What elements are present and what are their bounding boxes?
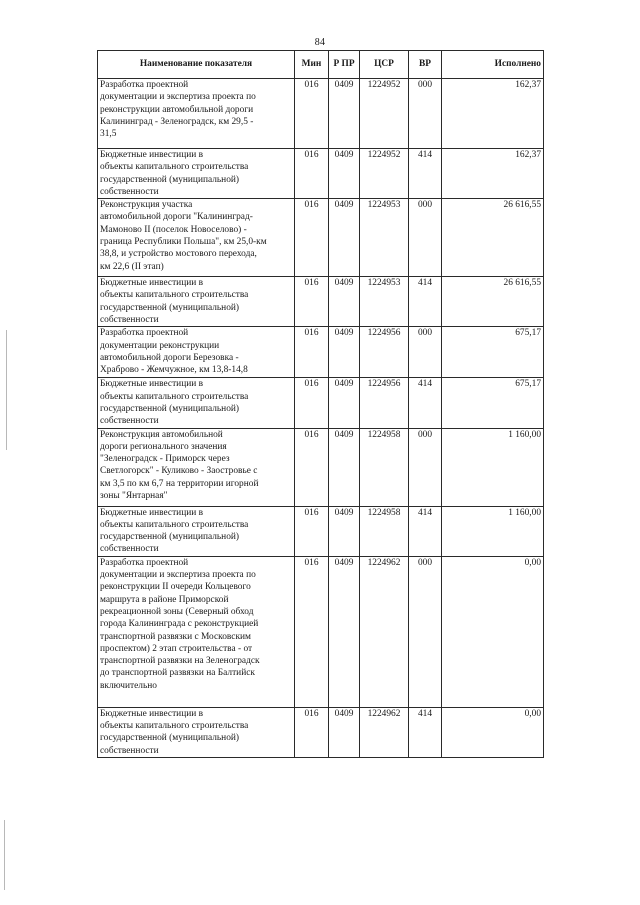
target-article-cell: 1224962 <box>360 707 409 757</box>
ministry-code-cell: 016 <box>295 199 329 277</box>
scan-edge-mark <box>6 330 7 450</box>
indicator-name-cell: Бюджетные инвестиции в объекты капитального строительства государственной (муниципальной) собственности <box>98 378 295 428</box>
header-section: Р ПР <box>329 51 360 79</box>
executed-amount-cell: 162,37 <box>442 79 544 149</box>
indicator-name-cell: Реконструкция участка автомобильной дороги "Калининград- Мамоново II (поселок Новоселово) - граница Республики Польша", км 25,0-км 38,8, и устройство мостового перехода, км 22,6 (II этап) <box>98 199 295 277</box>
header-ministry: Мин <box>295 51 329 79</box>
expense-type-cell: 414 <box>409 707 442 757</box>
table-row <box>98 428 544 506</box>
section-code-cell: 0409 <box>329 707 360 757</box>
section-code-cell: 0409 <box>329 79 360 149</box>
expense-type-cell: 000 <box>409 199 442 277</box>
indicator-name-cell: Бюджетные инвестиции в объекты капитального строительства государственной (муниципальной) собственности <box>98 277 295 327</box>
expense-type-cell: 414 <box>409 149 442 199</box>
executed-amount-cell: 1 160,00 <box>442 506 544 556</box>
section-code-cell: 0409 <box>329 149 360 199</box>
target-article-cell: 1224958 <box>360 506 409 556</box>
table-row <box>98 149 544 199</box>
table-row <box>98 378 544 428</box>
executed-amount-cell: 0,00 <box>442 556 544 707</box>
header-target-article: ЦСР <box>360 51 409 79</box>
header-expense-type: ВР <box>409 51 442 79</box>
ministry-code-cell: 016 <box>295 707 329 757</box>
table-row <box>98 506 544 556</box>
section-code-cell: 0409 <box>329 428 360 506</box>
ministry-code-cell: 016 <box>295 277 329 327</box>
scan-edge-mark <box>4 820 5 890</box>
ministry-code-cell: 016 <box>295 428 329 506</box>
ministry-code-cell: 016 <box>295 378 329 428</box>
table-row <box>98 79 544 149</box>
expense-type-cell: 000 <box>409 556 442 707</box>
expense-type-cell: 000 <box>409 79 442 149</box>
ministry-code-cell: 016 <box>295 79 329 149</box>
table-row <box>98 707 544 757</box>
executed-amount-cell: 26 616,55 <box>442 199 544 277</box>
expense-type-cell: 000 <box>409 428 442 506</box>
ministry-code-cell: 016 <box>295 506 329 556</box>
indicator-name-cell: Бюджетные инвестиции в объекты капитального строительства государственной (муниципальной) собственности <box>98 149 295 199</box>
target-article-cell: 1224952 <box>360 149 409 199</box>
target-article-cell: 1224952 <box>360 79 409 149</box>
executed-amount-cell: 675,17 <box>442 378 544 428</box>
executed-amount-cell: 675,17 <box>442 327 544 378</box>
table-row <box>98 277 544 327</box>
section-code-cell: 0409 <box>329 199 360 277</box>
execution-table <box>97 50 544 758</box>
header-indicator-name: Наименование показателя <box>98 51 295 79</box>
executed-amount-cell: 0,00 <box>442 707 544 757</box>
target-article-cell: 1224953 <box>360 199 409 277</box>
table-row <box>98 199 544 277</box>
section-code-cell: 0409 <box>329 378 360 428</box>
expense-type-cell: 414 <box>409 277 442 327</box>
target-article-cell: 1224956 <box>360 378 409 428</box>
header-executed: Исполнено <box>442 51 544 79</box>
indicator-name-cell: Бюджетные инвестиции в объекты капитального строительства государственной (муниципальной) собственности <box>98 506 295 556</box>
section-code-cell: 0409 <box>329 506 360 556</box>
target-article-cell: 1224962 <box>360 556 409 707</box>
expense-type-cell: 414 <box>409 506 442 556</box>
section-code-cell: 0409 <box>329 556 360 707</box>
target-article-cell: 1224956 <box>360 327 409 378</box>
expense-type-cell: 414 <box>409 378 442 428</box>
table-row <box>98 327 544 378</box>
indicator-name-cell: Разработка проектной документации реконструкции автомобильной дороги Березовка - Храброво - Жемчужное, км 13,8-14,8 <box>98 327 295 378</box>
ministry-code-cell: 016 <box>295 327 329 378</box>
expense-type-cell: 000 <box>409 327 442 378</box>
table-header-row <box>98 51 544 79</box>
target-article-cell: 1224958 <box>360 428 409 506</box>
executed-amount-cell: 162,37 <box>442 149 544 199</box>
section-code-cell: 0409 <box>329 277 360 327</box>
executed-amount-cell: 26 616,55 <box>442 277 544 327</box>
indicator-name-cell: Реконструкция автомобильной дороги регионального значения "Зеленоградск - Приморск через Светлогорск" - Куликово - Заостровье с км 3,5 по км 6,7 на территории игорной зоны "Янтарная" <box>98 428 295 506</box>
ministry-code-cell: 016 <box>295 149 329 199</box>
table-row <box>98 556 544 707</box>
section-code-cell: 0409 <box>329 327 360 378</box>
page-number: 84 <box>314 37 326 48</box>
indicator-name-cell: Бюджетные инвестиции в объекты капитального строительства государственной (муниципальной) собственности <box>98 707 295 757</box>
ministry-code-cell: 016 <box>295 556 329 707</box>
executed-amount-cell: 1 160,00 <box>442 428 544 506</box>
target-article-cell: 1224953 <box>360 277 409 327</box>
indicator-name-cell: Разработка проектной документации и экспертиза проекта по реконструкции II очереди Кольцевого маршрута в районе Приморской рекреационной зоны (Северный обход города Калининграда с реконструкцией транспортной развязки с Московским проспектом) 2 этап строительства - от транспортной развязки на Зеленоградск до транспортной развязки на Балтийск включительно <box>98 556 295 707</box>
indicator-name-cell: Разработка проектной документации и экспертиза проекта по реконструкции автомобильной дороги Калининград - Зеленоградск, км 29,5 - 31,5 <box>98 79 295 149</box>
